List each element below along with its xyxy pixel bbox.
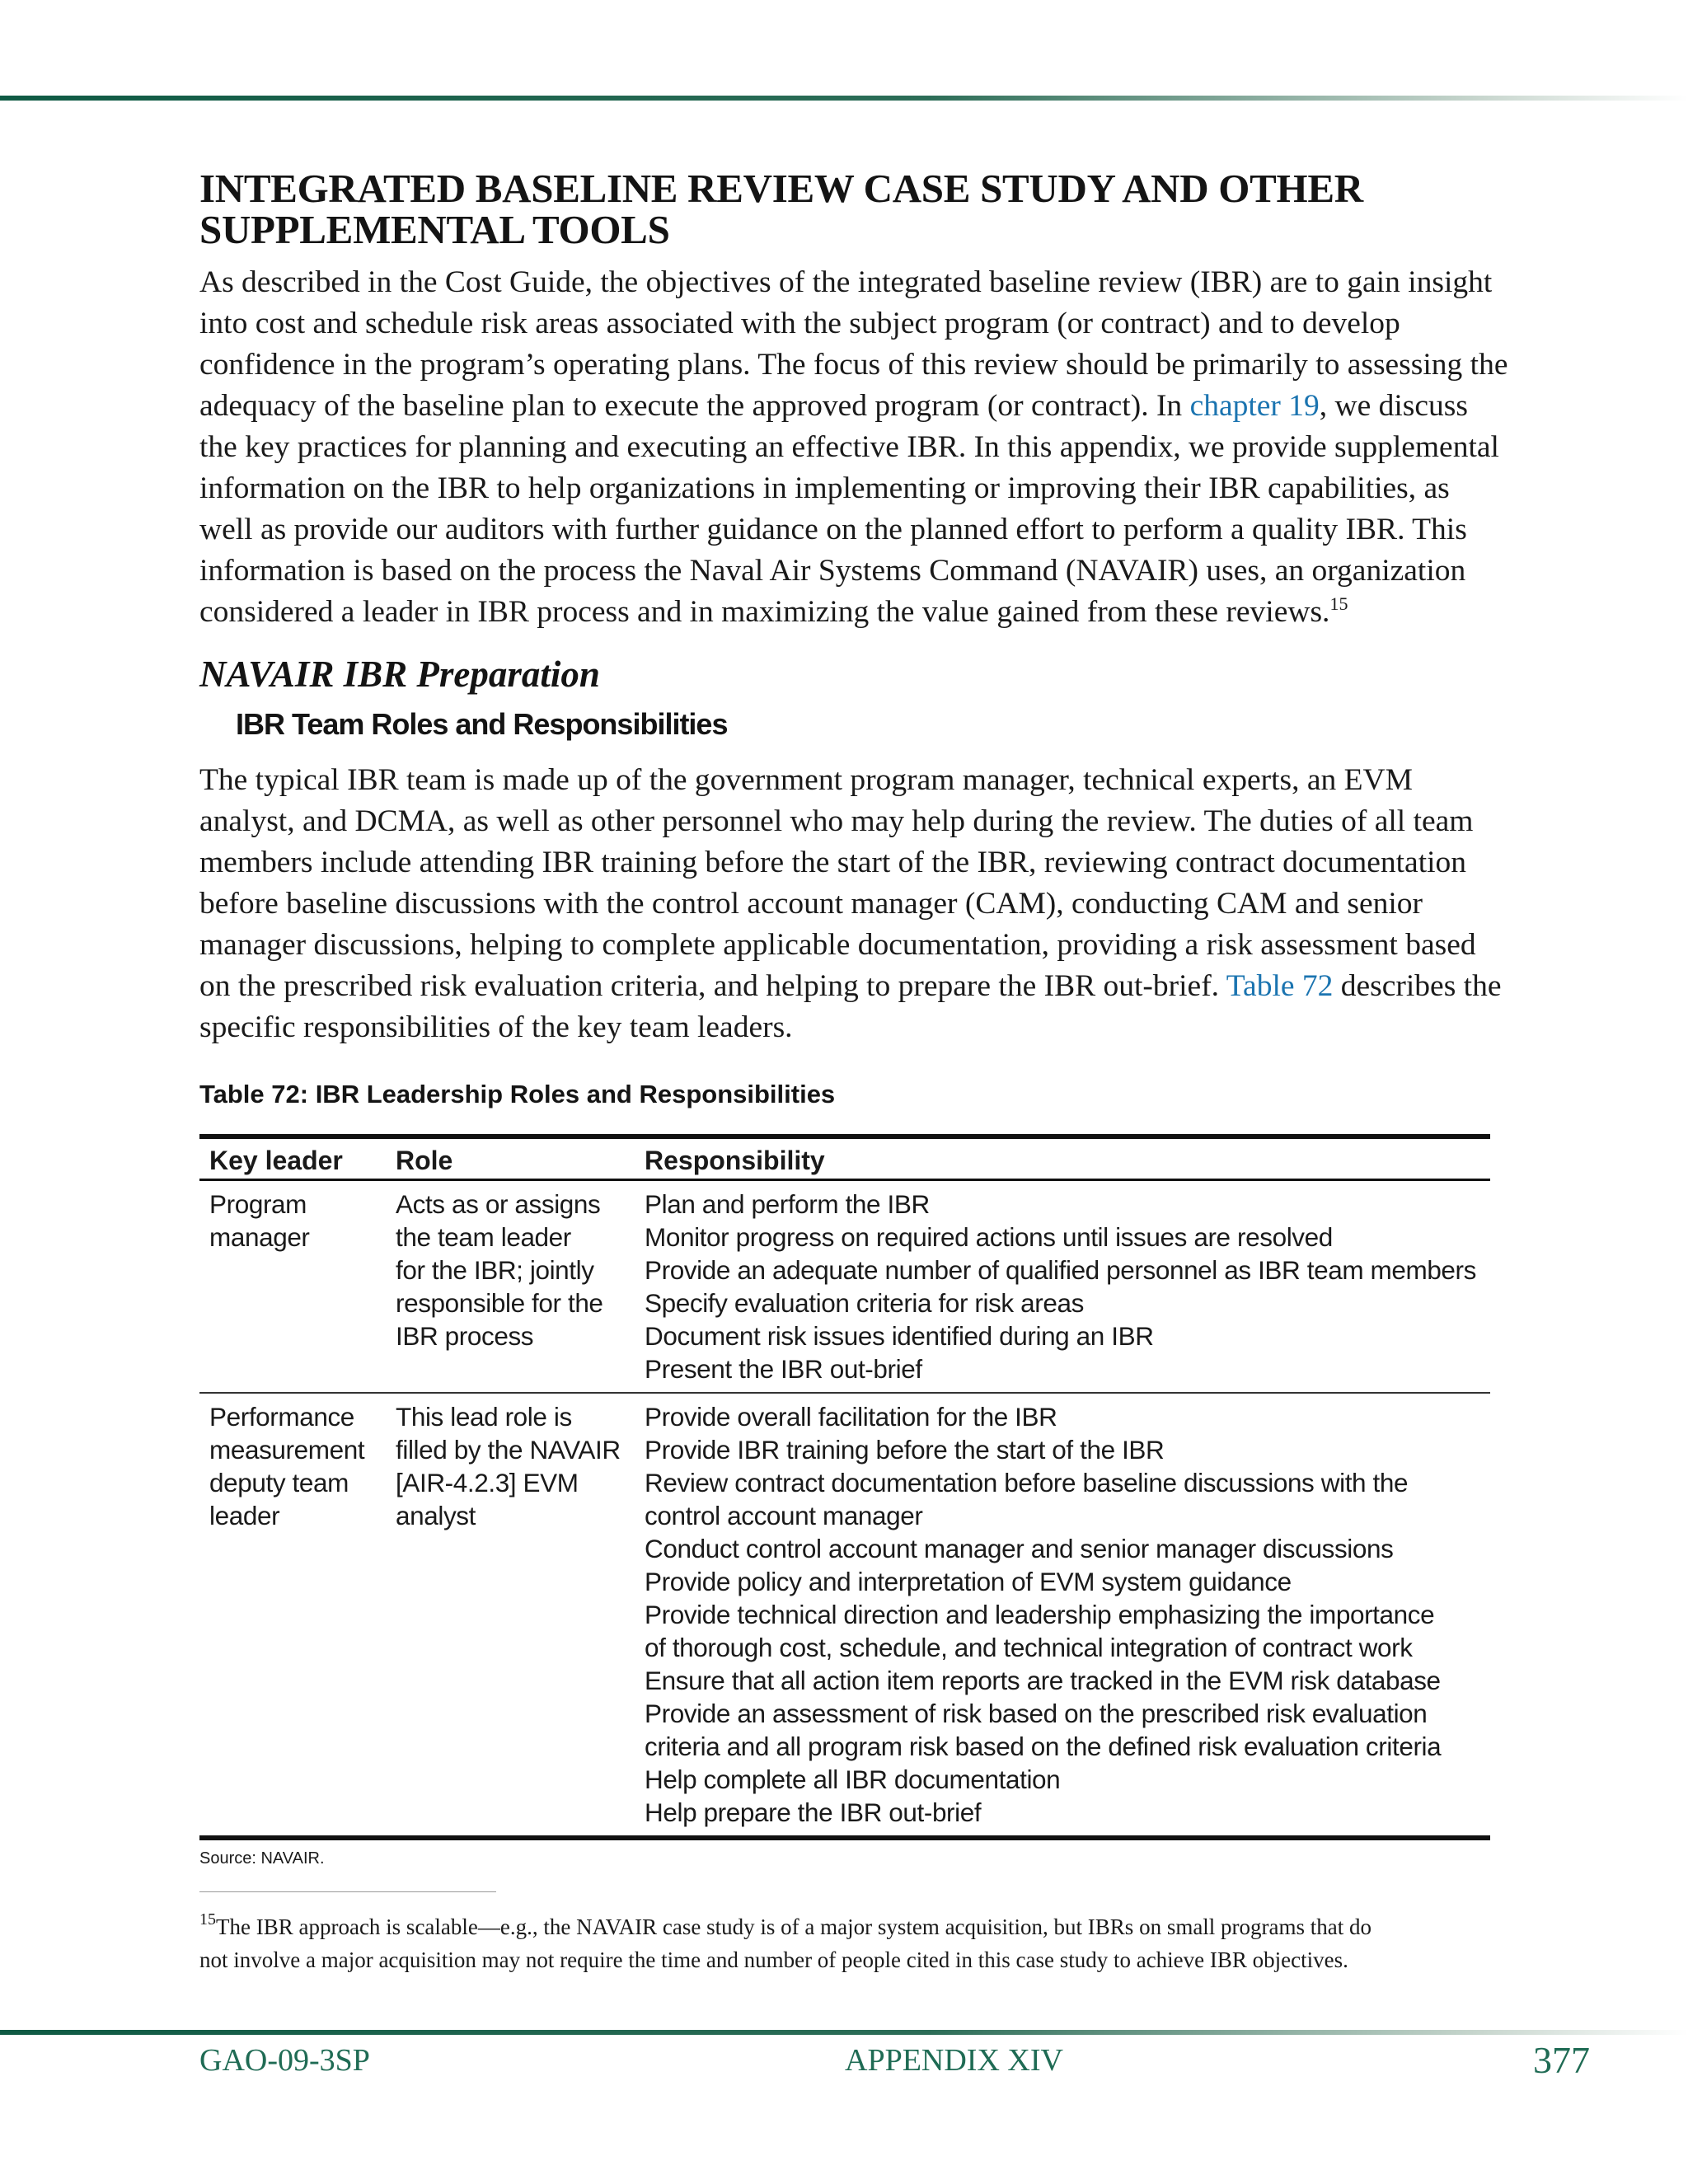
column-header: Role bbox=[386, 1137, 635, 1180]
cell-line: Present the IBR out-brief bbox=[645, 1354, 922, 1384]
cell-line: filled by the NAVAIR bbox=[396, 1435, 621, 1465]
cell-line: Program bbox=[209, 1189, 307, 1219]
text-line: well as provide our auditors with further guidance on the planned effort to perform a quality IBR. This bbox=[199, 513, 1467, 546]
text-line bbox=[199, 592, 1490, 633]
team-roles-heading: IBR Team Roles and Responsibilities bbox=[236, 707, 728, 741]
footnote-line: not involve a major acquisition may not require the time and number of people cited in this case study to achieve IBR objectives. bbox=[199, 1947, 1348, 1972]
cell-line: Conduct control account manager and senior manager discussions bbox=[645, 1534, 1394, 1563]
text-line: analyst, and DCMA, as well as other personnel who may help during the review. The duties of all team bbox=[199, 804, 1474, 838]
section-title-line: INTEGRATED BASELINE REVIEW CASE STUDY AND OTHER bbox=[199, 166, 1363, 211]
text-line: the key practices for planning and executing an effective IBR. In this appendix, we provide supplemental bbox=[199, 430, 1499, 464]
bottom-rule bbox=[0, 2030, 1688, 2035]
text-line: manager discussions, helping to complete applicable documentation, providing a risk assessment based bbox=[199, 928, 1476, 962]
table-72-link[interactable]: Table 72 bbox=[1226, 969, 1334, 1003]
text-fragment: considered a leader in IBR process and in maximizing the value gained from these reviews. bbox=[199, 595, 1330, 629]
cell-line: leader bbox=[209, 1501, 280, 1530]
cell-line: Document risk issues identified during an IBR bbox=[645, 1321, 1154, 1351]
page-content bbox=[199, 166, 1508, 1976]
table-row bbox=[199, 1180, 1490, 1394]
cell-line: Provide IBR training before the start of the IBR bbox=[645, 1435, 1165, 1465]
navair-heading: NAVAIR IBR Preparation bbox=[199, 654, 600, 695]
text-line: confidence in the program’s operating plans. The focus of this review should be primarily to assessing the bbox=[199, 348, 1508, 382]
column-header: Responsibility bbox=[635, 1137, 1490, 1180]
key-leader-cell bbox=[199, 1393, 386, 1838]
role-cell bbox=[386, 1180, 635, 1394]
text-fragment: describes the bbox=[1333, 969, 1502, 1003]
cell-line: criteria and all program risk based on the defined risk evaluation criteria bbox=[645, 1732, 1442, 1761]
text-line: before baseline discussions with the control account manager (CAM), conducting CAM and senior bbox=[199, 887, 1423, 921]
cell-line: measurement bbox=[209, 1435, 365, 1465]
cell-line: Provide overall facilitation for the IBR bbox=[645, 1402, 1057, 1432]
text-fragment: on the prescribed risk evaluation criteria, and helping to prepare the IBR out-brief. bbox=[199, 969, 1226, 1003]
table-caption: Table 72: IBR Leadership Roles and Responsibilities bbox=[199, 1080, 836, 1108]
responsibility-cell bbox=[635, 1393, 1490, 1838]
text-line: As described in the Cost Guide, the objectives of the integrated baseline review (IBR) are to gain insight bbox=[199, 265, 1493, 299]
cell-line: Monitor progress on required actions until issues are resolved bbox=[645, 1222, 1333, 1252]
cell-line: Plan and perform the IBR bbox=[645, 1189, 930, 1219]
cell-line: Provide policy and interpretation of EVM system guidance bbox=[645, 1567, 1292, 1596]
cell-line: for the IBR; jointly bbox=[396, 1255, 594, 1285]
cell-line: Help complete all IBR documentation bbox=[645, 1765, 1061, 1794]
footer-report-number: GAO-09-3SP bbox=[199, 2043, 370, 2078]
footnote-number: 15 bbox=[199, 1910, 216, 1929]
cell-line: Provide technical direction and leadership emphasizing the importance bbox=[645, 1600, 1435, 1629]
chapter-19-link[interactable]: chapter 19 bbox=[1189, 389, 1320, 423]
responsibility-cell bbox=[635, 1180, 1490, 1394]
footnote-line bbox=[199, 1910, 1490, 1943]
cell-line: of thorough cost, schedule, and technical integration of contract work bbox=[645, 1633, 1413, 1662]
cell-line: Provide an adequate number of qualified personnel as IBR team members bbox=[645, 1255, 1476, 1285]
cell-line: control account manager bbox=[645, 1501, 923, 1530]
text-line: The typical IBR team is made up of the government program manager, technical experts, an EVM bbox=[199, 763, 1413, 797]
footnote bbox=[199, 1910, 1490, 1976]
footnote-divider bbox=[199, 1891, 496, 1892]
text-line: specific responsibilities of the key team leaders. bbox=[199, 1010, 793, 1044]
table-header-row bbox=[199, 1137, 1490, 1180]
intro-paragraph bbox=[199, 262, 1508, 633]
text-fragment: , we discuss bbox=[1319, 389, 1468, 423]
top-rule bbox=[0, 96, 1688, 101]
text-fragment: adequacy of the baseline plan to execute the approved program (or contract). In bbox=[199, 389, 1190, 423]
table-row bbox=[199, 1393, 1490, 1838]
cell-line: This lead role is bbox=[396, 1402, 572, 1432]
cell-line: Performance bbox=[209, 1402, 354, 1432]
text-line: information is based on the process the Naval Air Systems Command (NAVAIR) uses, an organization bbox=[199, 554, 1466, 588]
footer-appendix: APPENDIX XIV bbox=[845, 2043, 1063, 2078]
text-fragment: The IBR approach is scalable—e.g., the NAVAIR case study is of a major system acquisition, but IBRs on small programs that do bbox=[216, 1915, 1372, 1939]
cell-line: Help prepare the IBR out-brief bbox=[645, 1797, 982, 1827]
roles-table bbox=[199, 1134, 1490, 1840]
cell-line: the team leader bbox=[396, 1222, 571, 1252]
table-source: Source: NAVAIR. bbox=[199, 1849, 325, 1868]
role-cell bbox=[386, 1393, 635, 1838]
column-header: Key leader bbox=[199, 1137, 386, 1180]
text-line: information on the IBR to help organizations in implementing or improving their IBR capabilities, as bbox=[199, 471, 1450, 505]
cell-line: deputy team bbox=[209, 1468, 349, 1497]
text-line bbox=[199, 966, 1502, 1007]
cell-line: Acts as or assigns bbox=[396, 1189, 601, 1219]
cell-line: responsible for the bbox=[396, 1288, 603, 1318]
section-title-line: SUPPLEMENTAL TOOLS bbox=[199, 207, 670, 252]
text-line: into cost and schedule risk areas associated with the subject program (or contract) and to develop bbox=[199, 307, 1400, 340]
text-line bbox=[199, 386, 1490, 427]
cell-line: manager bbox=[209, 1222, 310, 1252]
cell-line: Review contract documentation before baseline discussions with the bbox=[645, 1468, 1409, 1497]
footnote-ref[interactable]: 15 bbox=[1329, 593, 1348, 614]
cell-line: Ensure that all action item reports are tracked in the EVM risk database bbox=[645, 1666, 1441, 1695]
cell-line: IBR process bbox=[396, 1321, 534, 1351]
text-line: members include attending IBR training before the start of the IBR, reviewing contract documentation bbox=[199, 846, 1467, 879]
cell-line: [AIR-4.2.3] EVM bbox=[396, 1468, 579, 1497]
section-title bbox=[199, 168, 1490, 251]
cell-line: Specify evaluation criteria for risk areas bbox=[645, 1288, 1084, 1318]
cell-line: Provide an assessment of risk based on the prescribed risk evaluation bbox=[645, 1699, 1428, 1728]
team-paragraph bbox=[199, 760, 1502, 1048]
key-leader-cell bbox=[199, 1180, 386, 1394]
cell-line: analyst bbox=[396, 1501, 476, 1530]
page-number: 377 bbox=[1533, 2039, 1590, 2081]
